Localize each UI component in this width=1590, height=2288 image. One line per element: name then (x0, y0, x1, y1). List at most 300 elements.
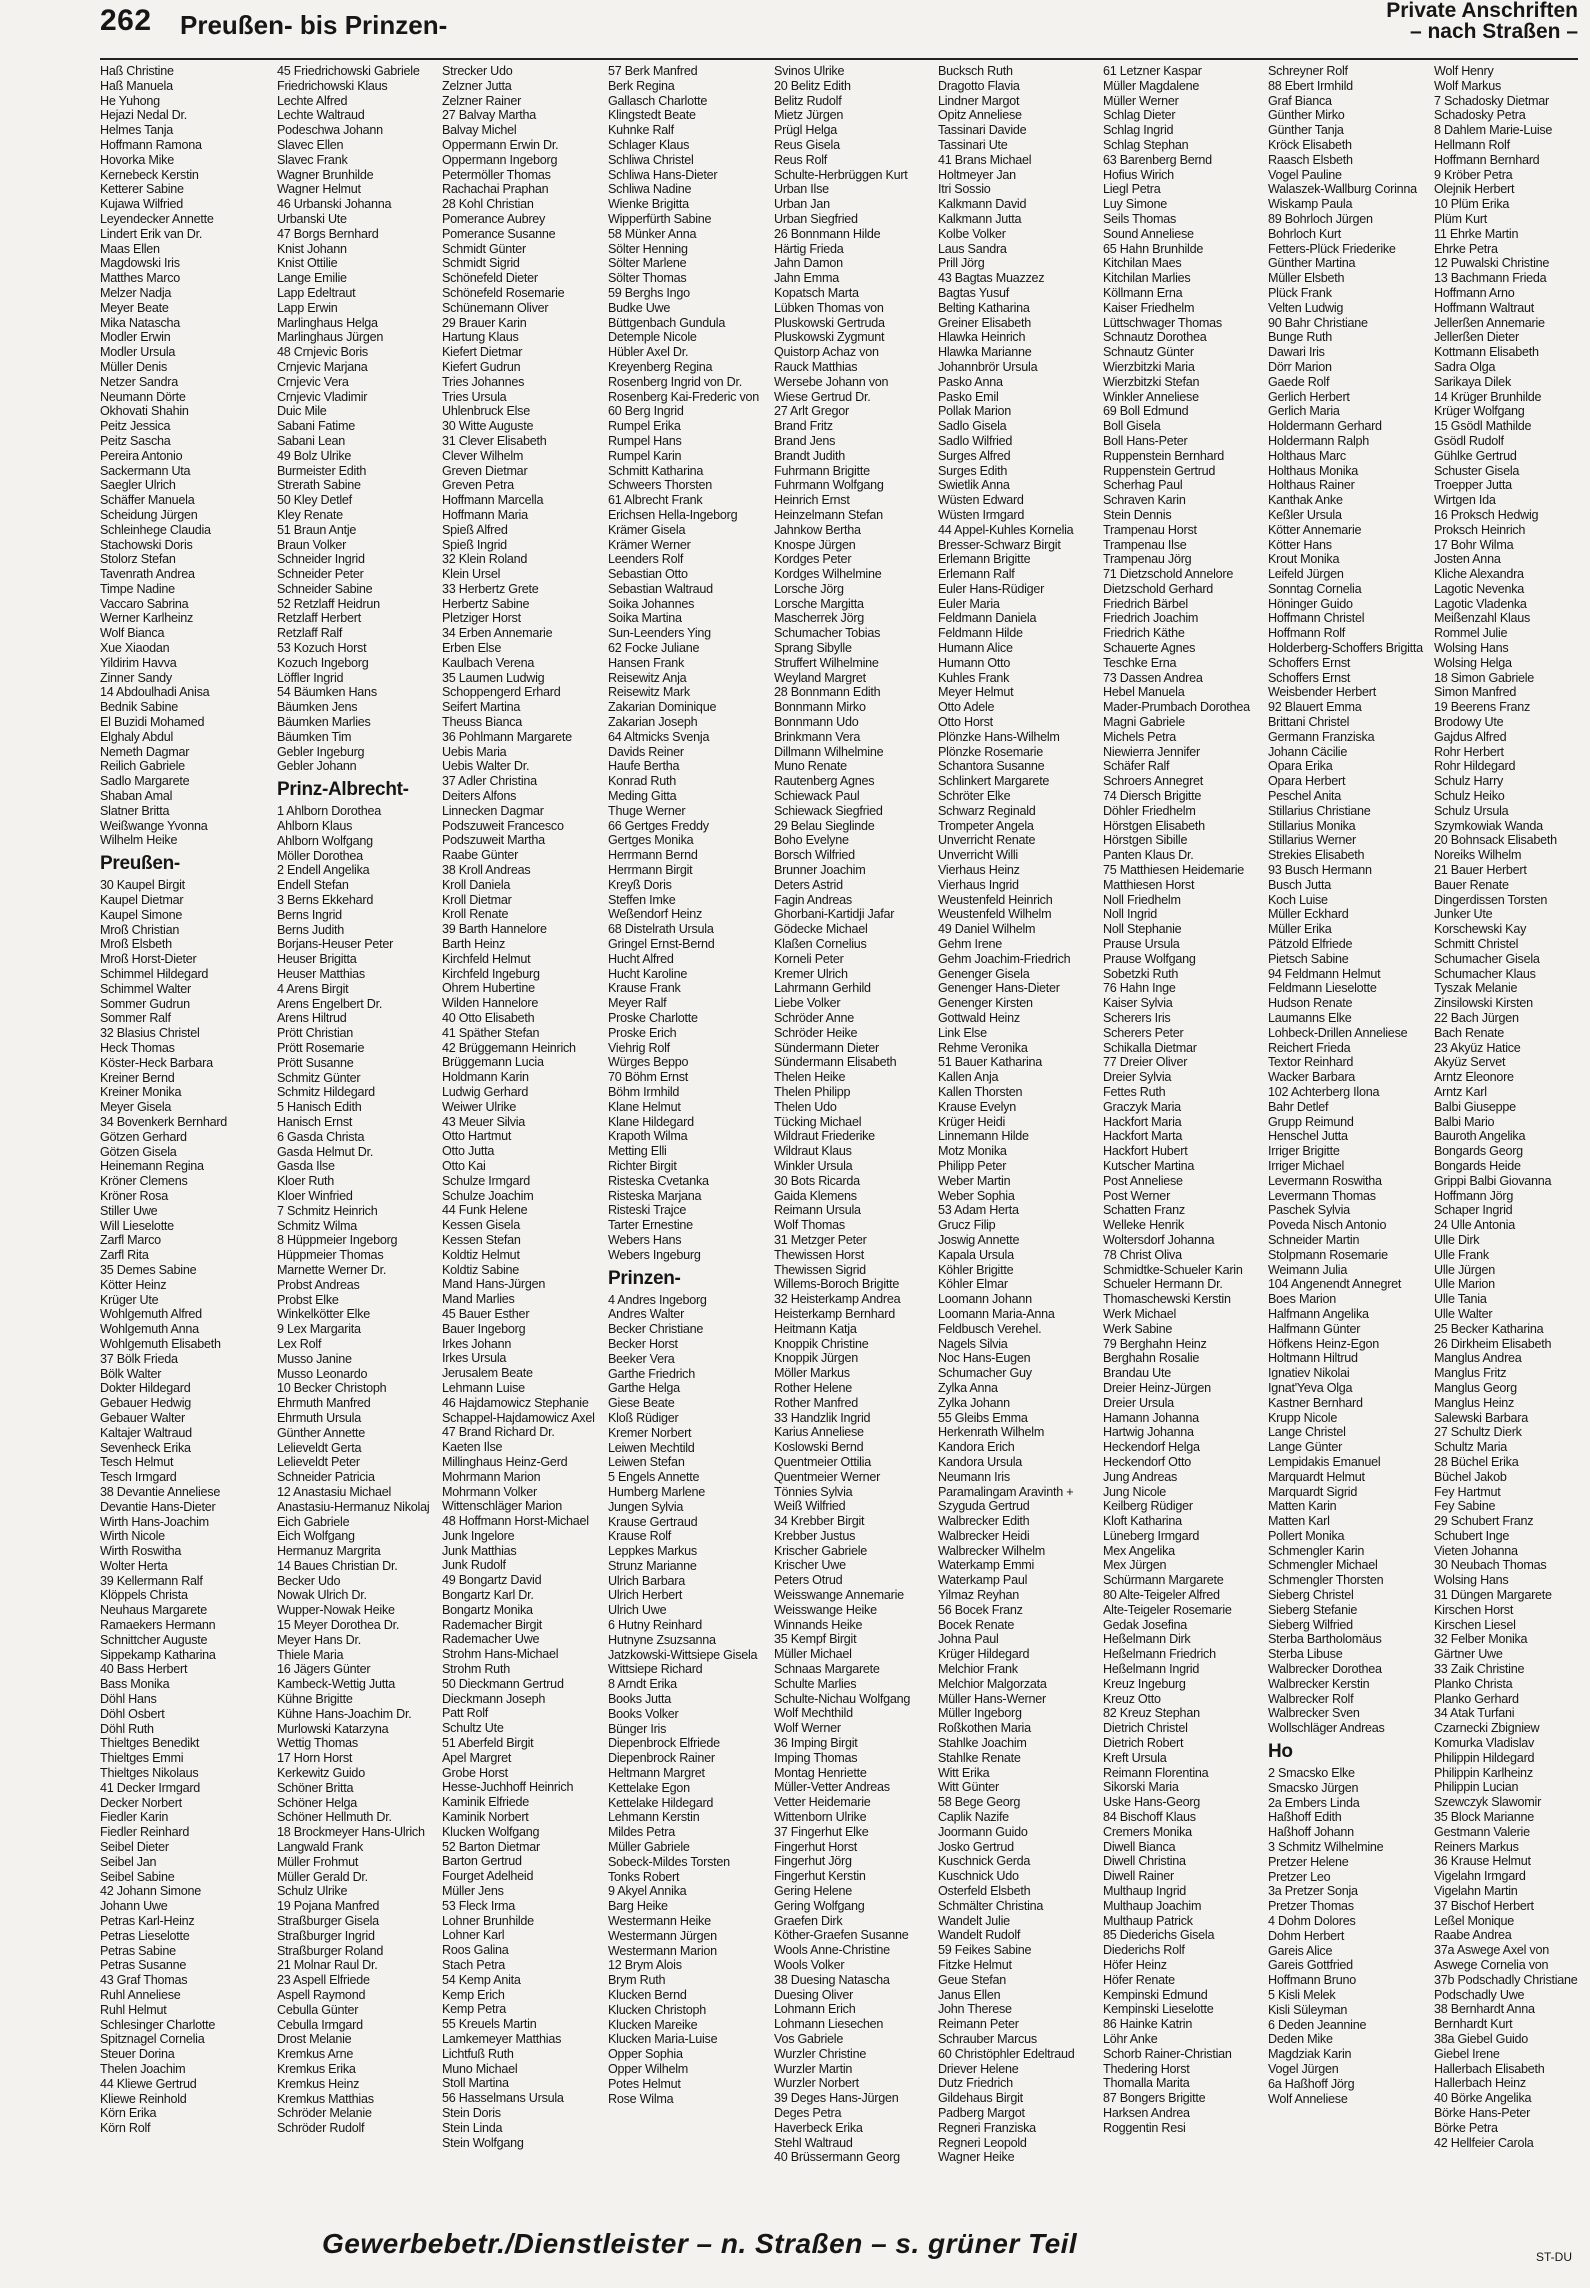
resident-entry: 70 Böhm Ernst (608, 1070, 689, 1085)
resident-entry: Zakarian Dominique (608, 700, 717, 715)
resident-entry: Dreier Ursula (1103, 1395, 1174, 1410)
resident-entry: Walaszek-Wallburg Corinna (1268, 182, 1417, 197)
directory-column (442, 64, 602, 2150)
resident-entry: Gebauer Hedwig (100, 1396, 192, 1411)
resident-entry: Wersebe Johann von (774, 374, 889, 389)
resident-entry: 44 Kliewe Gertrud (100, 2076, 197, 2091)
resident-entry: Schimmel Hildegard (100, 967, 209, 982)
resident-entry: Reimann Ursula (774, 1203, 861, 1218)
resident-entry: Scherhag Paul (1103, 478, 1183, 493)
resident-entry: Bongards Georg (1434, 1144, 1523, 1159)
resident-entry: Wolsing Helga (1434, 655, 1512, 670)
resident-entry: 45 Bauer Esther (442, 1306, 530, 1321)
street-heading: Ho (1268, 1741, 1293, 1763)
resident-entry: 21 Bauer Herbert (1434, 863, 1527, 878)
resident-entry: Urbanski Ute (277, 211, 347, 226)
resident-entry: Walbrecker Edith (938, 1514, 1030, 1529)
street-heading: Prinz-Albrecht- (277, 779, 409, 801)
resident-entry: Wagner Helmut (277, 182, 361, 197)
resident-entry: Wirtgen Ida (1434, 493, 1496, 508)
resident-entry: Modler Ursula (100, 345, 176, 360)
resident-entry: 6 Hutny Reinhard (608, 1618, 703, 1633)
resident-entry: Sonntag Cornelia (1268, 581, 1362, 596)
resident-entry: Diepenbrock Rainer (608, 1751, 715, 1766)
resident-entry: 102 Achterberg Ilona (1268, 1084, 1380, 1099)
resident-entry: Olejnik Herbert (1434, 182, 1515, 197)
resident-entry: Schreyner Rolf (1268, 64, 1348, 78)
resident-entry: Leenders Rolf (608, 552, 684, 567)
resident-entry: Rosenberg Ingrid von Dr. (608, 374, 743, 389)
resident-entry: Herrmann Birgit (608, 863, 693, 878)
resident-entry: Reimann Peter (938, 2017, 1019, 2032)
resident-entry: Reiners Markus (1434, 1839, 1519, 1854)
resident-entry: Ehrmuth Ursula (277, 1410, 361, 1425)
resident-entry: Opper Wilhelm (608, 2061, 689, 2076)
resident-entry: Elghaly Abdul (100, 729, 174, 744)
resident-entry: 17 Bohr Wilma (1434, 537, 1514, 552)
resident-entry: 23 Aspell Elfriede (277, 1973, 370, 1988)
resident-entry: 43 Bagtas Muazzez (938, 271, 1045, 286)
resident-entry: Brandau Ute (1103, 1366, 1171, 1381)
resident-entry: Kallen Anja (938, 1070, 999, 1085)
resident-entry: Kroll Dietmar (442, 892, 512, 907)
resident-entry: Sadlo Margarete (100, 774, 190, 789)
resident-entry: Bongartz Karl Dr. (442, 1588, 534, 1603)
resident-entry: Korschewski Kay (1434, 922, 1527, 937)
resident-entry: Schrauber Marcus (938, 2031, 1037, 2046)
resident-entry: Wienke Brigitta (608, 197, 689, 212)
resident-entry: Gerlich Herbert (1268, 389, 1350, 404)
resident-entry: Sabani Fatime (277, 419, 355, 434)
resident-entry: Yilmaz Reyhan (938, 1588, 1019, 1603)
resident-entry: Fingerhut Kerstin (774, 1869, 866, 1884)
resident-entry: Loomann Maria-Anna (938, 1306, 1055, 1321)
resident-entry: Wagner Heike (938, 2150, 1015, 2165)
resident-entry: 51 Braun Antje (277, 522, 357, 537)
resident-entry: Johann Cäcilie (1268, 744, 1348, 759)
resident-entry: Humberg Marlene (608, 1484, 706, 1499)
resident-entry: Schlesinger Charlotte (100, 2017, 216, 2032)
resident-entry: 62 Focke Juliane (608, 641, 700, 656)
resident-entry: Ketterer Sabine (100, 182, 184, 197)
resident-entry: Clever Wilhelm (442, 448, 524, 463)
resident-entry: Kremer Norbert (608, 1425, 692, 1440)
resident-entry: Murlowski Katarzyna (277, 1721, 389, 1736)
resident-entry: Deden Mike (1268, 2032, 1333, 2047)
resident-entry: Kley Renate (277, 507, 343, 522)
resident-entry: Prügl Helga (774, 123, 838, 138)
resident-entry: Laumanns Elke (1268, 1011, 1352, 1025)
resident-entry: Pluskowski Zygmunt (774, 330, 885, 345)
resident-entry: Duesing Oliver (774, 1987, 854, 2002)
resident-entry: Smacsko Jürgen (1268, 1780, 1359, 1795)
resident-entry: Schneider Patricia (277, 1470, 375, 1485)
resident-entry: Uske Hans-Georg (1103, 1795, 1201, 1810)
resident-entry: Laus Sandra (938, 241, 1007, 256)
resident-entry: Werk Michael (1103, 1306, 1177, 1321)
resident-entry: Soika Johannes (608, 596, 695, 611)
resident-entry: Philipp Peter (938, 1158, 1007, 1173)
resident-entry: Walbrecker Rolf (1268, 1691, 1354, 1706)
resident-entry: Schlager Klaus (608, 137, 690, 152)
resident-entry: Peitz Jessica (100, 419, 171, 434)
resident-entry: Strohm Hans-Michael (442, 1647, 559, 1662)
resident-entry: 61 Letzner Kaspar (1103, 64, 1202, 78)
resident-entry: Thieltges Emmi (100, 1751, 184, 1766)
resident-entry: Gebler Ingeburg (277, 744, 365, 759)
resident-entry: 30 Witte Auguste (442, 419, 534, 434)
resident-entry: Kirchfeld Ingeburg (442, 966, 540, 981)
resident-entry: Ulrich Uwe (608, 1603, 667, 1618)
resident-entry: Germann Franziska (1268, 729, 1375, 744)
resident-entry: Köster-Heck Barbara (100, 1055, 213, 1070)
resident-entry: Klingstedt Beate (608, 108, 696, 123)
resident-entry: Fuhrmann Wolfgang (774, 478, 884, 493)
resident-entry: Schlag Dieter (1103, 108, 1176, 123)
resident-entry: Günther Tanja (1268, 123, 1344, 138)
resident-entry: Höninger Guido (1268, 596, 1353, 611)
resident-entry: Döhler Friedhelm (1103, 803, 1196, 818)
resident-entry: Walbrecker Wilhelm (938, 1543, 1045, 1558)
resident-entry: Greiner Elisabeth (938, 315, 1032, 330)
resident-entry: Decker Norbert (100, 1795, 182, 1810)
resident-entry: Petras Susanne (100, 1958, 187, 1973)
resident-entry: 6 Gasda Christa (277, 1129, 365, 1144)
resident-entry: Werk Sabine (1103, 1321, 1173, 1336)
resident-entry: Motz Monika (938, 1144, 1007, 1159)
resident-entry: Bagtas Yusuf (938, 285, 1009, 300)
resident-entry: Schmitt Katharina (608, 463, 704, 478)
resident-entry: Lelieveldt Gerta (277, 1440, 362, 1455)
resident-entry: Sackermann Uta (100, 463, 191, 478)
resident-entry: Kiefert Dietmar (442, 345, 523, 360)
resident-entry: Aspell Raymond (277, 1988, 366, 2002)
resident-entry: Böhm Irmhild (608, 1084, 680, 1099)
resident-entry: Spieß Alfred (442, 522, 508, 537)
resident-entry: 25 Becker Katharina (1434, 1321, 1544, 1336)
resident-entry: Lange Emilie (277, 271, 347, 286)
resident-entry: Stolpmann Rosemarie (1268, 1247, 1388, 1262)
resident-entry: 14 Krüger Brunhilde (1434, 389, 1542, 404)
resident-entry: 5 Hanisch Edith (277, 1100, 362, 1115)
resident-entry: 39 Deges Hans-Jürgen (774, 2091, 899, 2106)
resident-entry: 21 Molnar Raul Dr. (277, 1958, 378, 1973)
resident-entry: 42 Brüggemann Heinrich (442, 1040, 576, 1055)
resident-entry: Keilberg Rüdiger (1103, 1499, 1193, 1514)
resident-entry: Kolbe Volker (938, 226, 1006, 241)
resident-entry: Levermann Thomas (1268, 1188, 1376, 1203)
resident-entry: Jahn Damon (774, 256, 843, 271)
resident-entry: Boho Evelyne (774, 833, 849, 848)
resident-entry: Planko Christa (1434, 1676, 1513, 1691)
resident-entry: Berns Judith (277, 922, 345, 937)
resident-entry: Luy Simone (1103, 197, 1168, 212)
resident-entry: Krüger Ute (100, 1292, 159, 1307)
resident-entry: Joormann Guido (938, 1824, 1028, 1839)
resident-entry: Humann Alice (938, 641, 1013, 656)
resident-entry: Wollschläger Andreas (1268, 1721, 1385, 1736)
resident-entry: Becker Udo (277, 1573, 341, 1588)
resident-entry: Arens Engelbert Dr. (277, 996, 383, 1011)
resident-entry: Vaccaro Sabrina (100, 596, 189, 611)
resident-entry: Sölter Thomas (608, 271, 687, 286)
resident-entry: 56 Hasselmans Ursula (442, 2091, 564, 2106)
resident-entry: 41 Späther Stefan (442, 1025, 540, 1040)
resident-entry: 30 Kaupel Birgit (100, 878, 185, 893)
resident-entry: Sündermann Dieter (774, 1040, 879, 1055)
resident-entry: Petras Sabine (100, 1943, 176, 1958)
resident-entry: Hörstgen Elisabeth (1103, 818, 1205, 833)
resident-entry: Holthaus Monika (1268, 463, 1359, 478)
resident-entry: Cebulla Günter (277, 2002, 359, 2017)
resident-entry: Tassinari Davide (938, 123, 1027, 138)
resident-entry: Gebler Johann (277, 759, 357, 774)
resident-entry: 9 Akyel Annika (608, 1884, 687, 1899)
resident-entry: Wurzler Martin (774, 2061, 853, 2076)
resident-entry: Marlinghaus Jürgen (277, 330, 384, 345)
resident-entry: Kröner Clemens (100, 1174, 188, 1189)
resident-entry: Bass Monika (100, 1677, 170, 1692)
resident-entry: 43 Meuer Silvia (442, 1114, 526, 1129)
resident-entry: Vieten Johanna (1434, 1543, 1518, 1558)
resident-entry: Probst Andreas (277, 1277, 360, 1292)
resident-entry: Gerlich Maria (1268, 404, 1340, 419)
resident-entry: Josko Gertrud (938, 1839, 1014, 1854)
resident-entry: Schauerte Agnes (1103, 641, 1196, 656)
resident-entry: Kaminik Elfriede (442, 1795, 529, 1810)
resident-entry: Risteska Cvetanka (608, 1173, 709, 1188)
resident-entry: Metting Elli (608, 1144, 667, 1159)
resident-entry: Liegl Petra (1103, 182, 1161, 197)
resident-entry: Lüttschwager Thomas (1103, 315, 1222, 330)
resident-entry: 29 Brauer Karin (442, 315, 527, 330)
resident-entry: Schünemann Oliver (442, 300, 549, 315)
resident-entry: Leppkes Markus (608, 1544, 697, 1559)
resident-entry: Multhaup Joachim (1103, 1898, 1202, 1913)
resident-entry: Götzen Gerhard (100, 1129, 187, 1144)
resident-entry: Kloer Ruth (277, 1174, 335, 1189)
resident-entry: Döhl Ruth (100, 1721, 154, 1736)
resident-entry: 36 Pohlmann Margarete (442, 729, 572, 744)
resident-entry: Schoppengerd Erhard (442, 685, 561, 700)
resident-entry: Zinner Sandy (100, 670, 172, 685)
resident-entry: Hoffmann Maria (442, 507, 528, 522)
resident-entry: Krischer Uwe (774, 1558, 846, 1573)
resident-entry: Matthiesen Horst (1103, 877, 1195, 892)
resident-entry: Höfer Renate (1103, 1972, 1175, 1987)
footer-code: ST-DU (1536, 2250, 1572, 2264)
resident-entry: Bongards Heide (1434, 1158, 1521, 1173)
resident-entry: Dörr Marion (1268, 359, 1332, 374)
resident-entry: Schliwa Christel (608, 152, 694, 167)
resident-entry: 54 Kemp Anita (442, 1972, 521, 1987)
resident-entry: Gödecke Michael (774, 922, 868, 937)
resident-entry: 8 Hüppmeier Ingeborg (277, 1233, 398, 1248)
resident-entry: Kremkus Matthias (277, 2091, 374, 2106)
resident-entry: Manglus Heinz (1434, 1395, 1515, 1410)
resident-entry: Walbrecker Kerstin (1268, 1676, 1370, 1691)
resident-entry: Vogel Pauline (1268, 167, 1342, 182)
resident-entry: Quistorp Achaz von (774, 345, 879, 360)
resident-entry: Wittenborn Ulrike (774, 1810, 867, 1825)
resident-entry: Fey Hartmut (1434, 1484, 1501, 1499)
resident-entry: 94 Feldmann Helmut (1268, 966, 1381, 981)
resident-entry: Leyendecker Annette (100, 211, 214, 226)
resident-entry: Hallerbach Heinz (1434, 2076, 1526, 2091)
resident-entry: Aswege Cornelia von (1434, 1958, 1549, 1972)
resident-entry: Krause Evelyn (938, 1099, 1016, 1114)
resident-entry: Meyer Beate (100, 300, 169, 315)
resident-entry: Krupp Nicole (1268, 1410, 1338, 1425)
resident-entry: 66 Gertges Freddy (608, 818, 709, 833)
resident-entry: Schmitz Hildegard (277, 1085, 375, 1100)
resident-entry: Schaper Ingrid (1434, 1203, 1513, 1218)
resident-entry: Hoffmann Marcella (442, 493, 544, 508)
resident-entry: Nagels Silvia (938, 1336, 1008, 1351)
resident-entry: Sadlo Gisela (938, 419, 1007, 434)
resident-entry: 27 Schultz Dierk (1434, 1425, 1522, 1440)
resident-entry: Dohm Herbert (1268, 1928, 1345, 1943)
resident-entry: Ulle Tania (1434, 1292, 1487, 1307)
resident-entry: Helmes Tanja (100, 123, 174, 138)
resident-entry: Schumacher Klaus (1434, 966, 1536, 981)
resident-entry: Krüger Wolfgang (1434, 404, 1525, 419)
resident-entry: 76 Hahn Inge (1103, 981, 1176, 996)
resident-entry: Soika Martina (608, 611, 682, 626)
resident-entry: Lapp Edeltraut (277, 285, 356, 300)
resident-entry: Dragotto Flavia (938, 78, 1020, 93)
resident-entry: Sippekamp Katharina (100, 1647, 216, 1662)
resident-entry: Proske Erich (608, 1025, 677, 1040)
resident-entry: Hudson Renate (1268, 996, 1353, 1011)
resident-entry: Petermöller Thomas (442, 167, 551, 182)
resident-entry: Würges Beppo (608, 1055, 689, 1070)
resident-entry: Kuschnick Gerda (938, 1854, 1031, 1869)
resident-entry: 31 Metzger Peter (774, 1232, 867, 1247)
resident-entry: Link Else (938, 1025, 987, 1040)
resident-entry: Götzen Gisela (100, 1144, 177, 1159)
resident-entry: Hübler Axel Dr. (608, 345, 689, 360)
resident-entry: Timpe Nadine (100, 581, 175, 596)
resident-entry: Strecker Udo (442, 64, 513, 78)
resident-entry: Junk Matthias (442, 1543, 517, 1558)
resident-entry: Wurzler Norbert (774, 2076, 859, 2091)
resident-entry: 47 Borgs Bernhard (277, 226, 379, 241)
resident-entry: 69 Boll Edmund (1103, 404, 1189, 419)
resident-entry: Lapp Erwin (277, 300, 338, 315)
resident-entry: Otto Jutta (442, 1144, 495, 1159)
resident-entry: Witt Erika (938, 1765, 990, 1780)
resident-entry: Heck Thomas (100, 1041, 175, 1055)
resident-entry: Ahlborn Wolfgang (277, 833, 373, 848)
resident-entry: 35 Kempf Birgit (774, 1632, 857, 1647)
resident-entry: Ulle Marion (1434, 1277, 1495, 1292)
resident-entry: Euler Hans-Rüdiger (938, 581, 1045, 596)
resident-entry: 27 Balvay Martha (442, 108, 537, 123)
resident-entry: Manglus Georg (1434, 1380, 1517, 1395)
resident-entry: Planko Gerhard (1434, 1691, 1519, 1706)
resident-entry: Wools Volker (774, 1958, 845, 1972)
resident-entry: Schmitz Günter (277, 1070, 361, 1085)
resident-entry: Kroll Daniela (442, 877, 511, 892)
resident-entry: Schliwa Nadine (608, 182, 692, 197)
resident-entry: 50 Dieckmann Gertrud (442, 1676, 564, 1691)
resident-entry: Vos Gabriele (774, 2031, 844, 2046)
resident-entry: 13 Bachmann Frieda (1434, 271, 1547, 286)
resident-entry: Ruppenstein Bernhard (1103, 448, 1225, 463)
resident-entry: Bach Renate (1434, 1025, 1505, 1040)
resident-entry: Höfer Heinz (1103, 1958, 1167, 1972)
resident-entry: 29 Belau Sieglinde (774, 818, 875, 833)
resident-entry: Gaida Klemens (774, 1188, 857, 1203)
resident-entry: Greven Petra (442, 478, 514, 493)
resident-entry: 18 Brockmeyer Hans-Ulrich (277, 1825, 425, 1840)
resident-entry: Prött Rosemarie (277, 1041, 365, 1055)
directory-columns (100, 64, 1580, 2194)
resident-entry: Sobetzki Ruth (1103, 966, 1179, 981)
resident-entry: Ulrich Barbara (608, 1573, 685, 1588)
resident-entry: 34 Krebber Birgit (774, 1514, 865, 1529)
resident-entry: Friedrich Käthe (1103, 626, 1185, 641)
resident-entry: Löffler Ingrid (277, 670, 344, 685)
resident-entry: Maas Ellen (100, 241, 160, 256)
resident-entry: Kernebeck Kerstin (100, 167, 199, 182)
resident-entry: Prause Wolfgang (1103, 951, 1196, 966)
resident-entry: Koldtiz Sabine (442, 1262, 520, 1277)
resident-entry: Netzer Sandra (100, 374, 178, 389)
resident-entry: Schmidt Günter (442, 241, 526, 256)
resident-entry: 4 Arens Birgit (277, 981, 349, 996)
resident-entry: Manglus Fritz (1434, 1366, 1507, 1381)
resident-entry: 32 Felber Monika (1434, 1632, 1528, 1647)
resident-entry: Mex Angelika (1103, 1543, 1175, 1558)
resident-entry: Wiskamp Paula (1268, 197, 1353, 212)
resident-entry: 49 Bongartz David (442, 1573, 542, 1588)
resident-entry: Gering Wolfgang (774, 1898, 865, 1913)
resident-entry: Friedrich Joachim (1103, 611, 1199, 626)
resident-entry: Wolf Henry (1434, 64, 1494, 78)
resident-entry: Heinemann Regina (100, 1159, 204, 1174)
resident-entry: Podszuweit Martha (442, 833, 545, 848)
resident-entry: Holdmann Karin (442, 1070, 529, 1085)
resident-entry: Schappel-Hajdamowicz Axel (442, 1410, 595, 1425)
resident-entry: Erichsen Hella-Ingeborg (608, 507, 738, 522)
resident-entry: 50 Kley Detlef (277, 493, 352, 508)
resident-entry: Steuer Dorina (100, 2047, 175, 2062)
resident-entry: 4 Andres Ingeborg (608, 1292, 707, 1307)
resident-entry: Kordges Peter (774, 552, 852, 567)
resident-entry: 59 Berghs Ingo (608, 285, 690, 300)
resident-entry: Klane Helmut (608, 1099, 681, 1114)
resident-entry: El Buzidi Mohamed (100, 715, 205, 730)
resident-entry: Sündermann Elisabeth (774, 1055, 897, 1070)
resident-entry: Knist Johann (277, 241, 347, 256)
resident-entry: Sieberg Christel (1268, 1588, 1354, 1603)
resident-entry: Hejazi Nedal Dr. (100, 108, 187, 123)
directory-column (1434, 64, 1590, 2150)
resident-entry: Lahrmann Gerhild (774, 981, 871, 996)
resident-entry: Krause Gertraud (608, 1514, 698, 1529)
resident-entry: Hörstgen Sibille (1103, 833, 1188, 848)
resident-entry: Vogel Jürgen (1268, 2061, 1339, 2076)
resident-entry: Kliche Alexandra (1434, 567, 1524, 582)
resident-entry: Driever Helene (938, 2061, 1019, 2076)
resident-entry: Krämer Werner (608, 537, 691, 552)
resident-entry: Stein Wolfgang (442, 2135, 524, 2150)
resident-entry: Holthaus Marc (1268, 448, 1346, 463)
resident-entry: Rohr Herbert (1434, 744, 1504, 759)
resident-entry: Rumpel Karin (608, 448, 682, 463)
